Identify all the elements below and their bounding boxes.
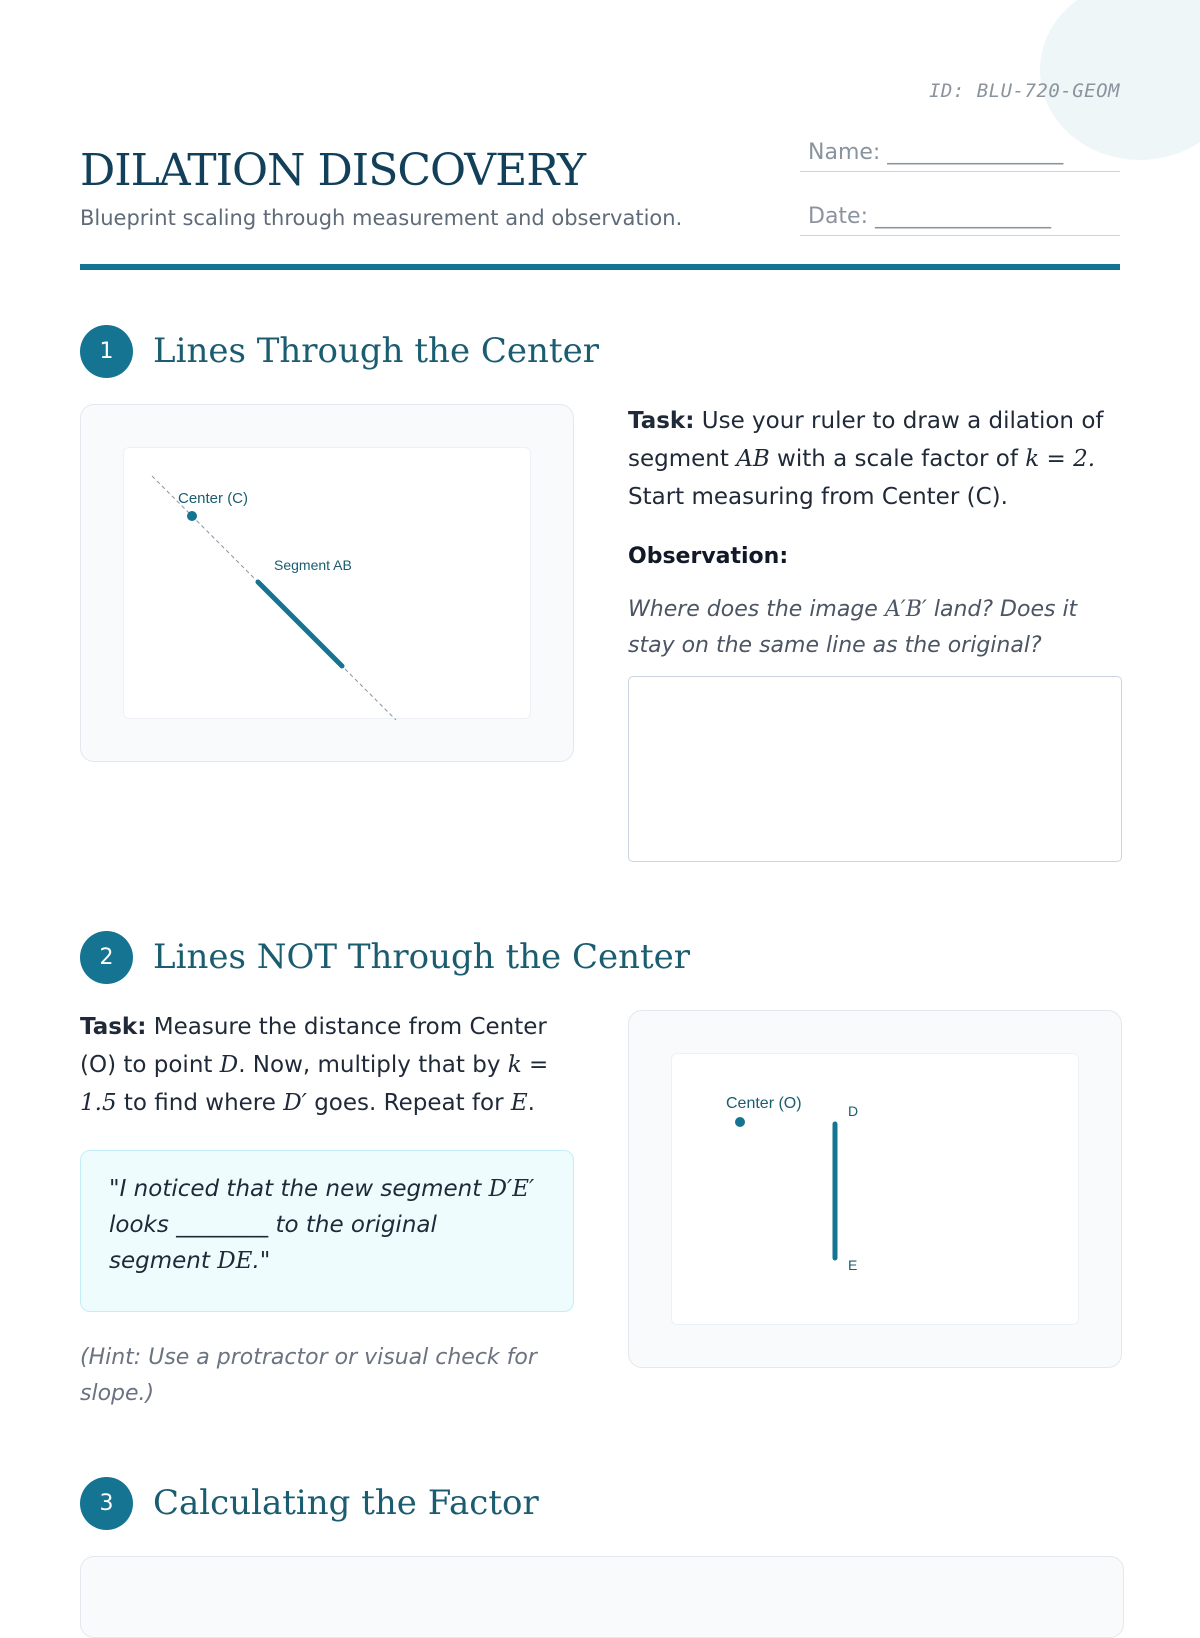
section-title: Lines Through the Center [153, 331, 599, 371]
task-text: Use your ruler to draw a dilation of segment [628, 408, 1104, 472]
page-subtitle: Blueprint scaling through measurement and observation. [80, 206, 683, 230]
task-1-text [628, 402, 1108, 516]
fill-in-quote[interactable] [80, 1150, 574, 1312]
task-text: to find where [116, 1090, 284, 1116]
diagram-canvas-1 [123, 447, 531, 719]
task-label: Task: [628, 408, 695, 434]
question-text: Where does the image [628, 597, 885, 622]
center-point [735, 1117, 745, 1127]
section-3-header [80, 1476, 539, 1530]
dilation-diagram-1 [124, 448, 532, 720]
section-title: Calculating the Factor [153, 1483, 539, 1523]
math-point: D [219, 1052, 239, 1078]
task-text: Measure the distance from Center (O) to point [80, 1014, 547, 1078]
page-title: DILATION DISCOVERY [80, 145, 586, 196]
math-segment: D′E′ [488, 1176, 535, 1202]
section-number-badge: 1 [80, 325, 133, 378]
section-number-badge: 2 [80, 931, 133, 984]
math-image: A′B′ [884, 597, 927, 622]
date-field[interactable]: Date: ________________ [800, 204, 1120, 236]
quote-text: "I noticed that the new segment [109, 1176, 489, 1202]
task-2-text [80, 1008, 580, 1122]
diagram-canvas-2 [671, 1053, 1079, 1325]
quote-text: looks ________ to the original segment [109, 1212, 437, 1274]
math-point: E [510, 1090, 528, 1116]
observation-question [628, 592, 1108, 664]
section-number-badge: 3 [80, 1477, 133, 1530]
segment-ab [258, 582, 342, 666]
name-field[interactable]: Name: ________________ [800, 140, 1120, 172]
center-point [187, 511, 197, 521]
center-label: Center (C) [178, 490, 249, 507]
math-segment: AB [736, 446, 770, 472]
section-3-panel [80, 1556, 1124, 1638]
point-d-label: D [848, 1103, 859, 1119]
header-divider [80, 264, 1120, 270]
task-text: . [527, 1090, 535, 1116]
segment-label: Segment AB [274, 557, 352, 573]
task-label: Task: [80, 1014, 147, 1040]
task-text: goes. Repeat for [306, 1090, 511, 1116]
hint-text: (Hint: Use a protractor or visual check for slope.) [80, 1345, 537, 1406]
section-title: Lines NOT Through the Center [153, 937, 691, 977]
dilation-diagram-2 [672, 1054, 1080, 1326]
diagram-panel-2 [628, 1010, 1122, 1368]
section-1-header [80, 324, 599, 378]
observation-answer-box[interactable] [628, 676, 1122, 862]
math-segment: DE [217, 1248, 253, 1274]
document-id: ID: BLU-720-GEOM [928, 80, 1120, 102]
math-scale-factor: k = 2. [1025, 446, 1096, 472]
point-e-label: E [848, 1257, 858, 1273]
diagram-panel-1 [80, 404, 574, 762]
task-text: Start measuring from Center (C). [628, 484, 1008, 510]
question-text: land? Does it stay on the same line as the original? [628, 597, 1078, 658]
task-text: . Now, multiply that by [238, 1052, 508, 1078]
task-text: with a scale factor of [769, 446, 1026, 472]
math-point: D′ [283, 1090, 307, 1116]
observation-heading: Observation: [628, 544, 789, 569]
section-2-header [80, 930, 690, 984]
quote-text: ." [252, 1248, 271, 1274]
math-scale-factor: k = 1.5 [80, 1052, 549, 1116]
center-label: Center (O) [726, 1095, 802, 1112]
